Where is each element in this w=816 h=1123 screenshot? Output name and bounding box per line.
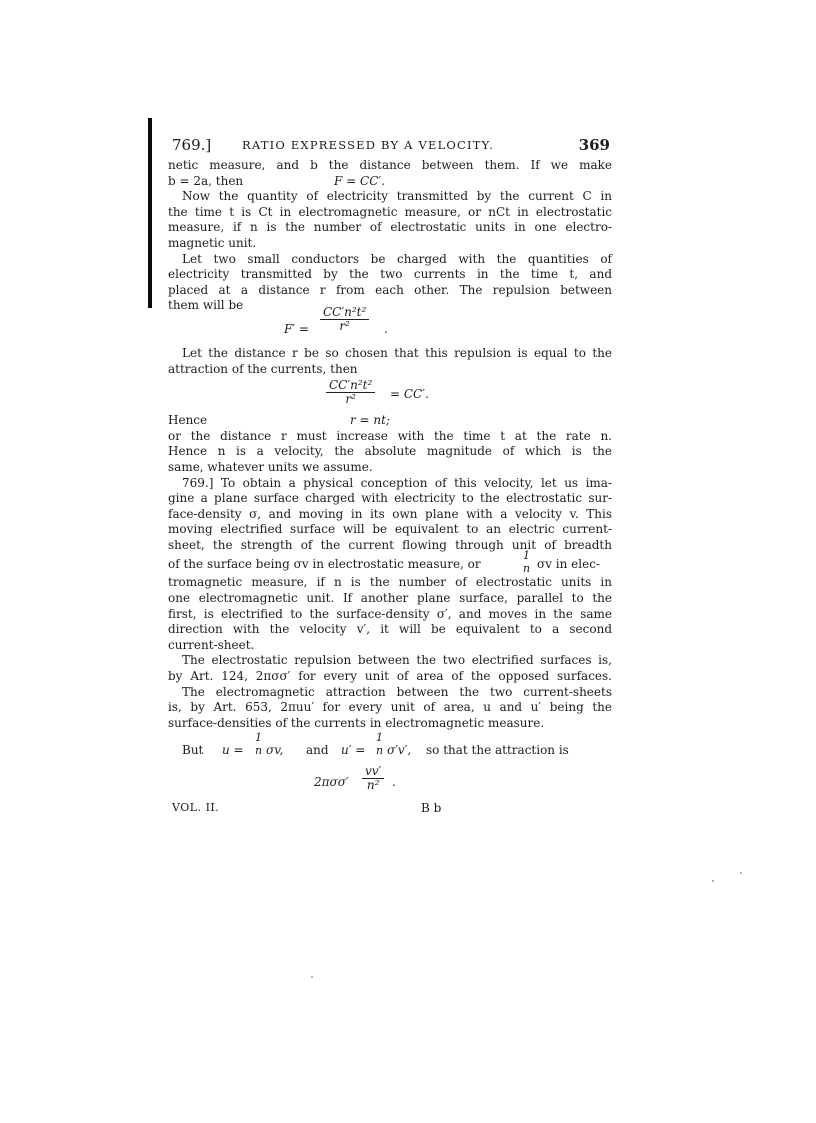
text-line: The electromagnetic attraction between the two current-sheets [182,684,612,699]
text-line: attraction of the currents, then [168,361,358,376]
text-line: face-density σ, and moving in its own plane with a velocity v. This [168,506,612,521]
text-fragment: . [392,775,396,790]
text-line: one electromagnetic unit. If another plane surface, parallel to the [168,591,612,606]
scan-speck [740,872,742,874]
text-line [168,174,612,190]
text-fragment: σ′v′, [387,743,412,758]
text-line: same, whatever units we assume. [168,459,373,474]
text-line [168,413,612,429]
fraction-numerator: vv′ [362,765,384,779]
text-fragment: of the surface being σv in electrostatic measure, or [168,557,481,572]
equation-repulsion: F′ = $\frac{\text{CC′n²t²}}{\text{r²}}$ . [284,304,388,336]
text-fragment: b = 2a, then [168,173,244,188]
running-header [168,136,612,158]
text-line: electricity transmitted by the two currents in the time t, and [168,267,612,282]
text-line: magnetic unit. [168,235,257,250]
fraction [362,765,384,792]
formula-inline: F = CC′. [334,173,385,188]
text-line: them will be [168,298,244,313]
page-footer [168,801,612,819]
equation-rhs: = CC′. [390,387,429,402]
text-fragment: u = [222,743,244,758]
text-line: The electrostatic repulsion between the two electrified surfaces is, [182,653,612,668]
fraction-denominator: r² [345,392,356,407]
page-number: 369 [578,136,610,154]
text-line: moving electrified surface will be equivalent to an electric current- [168,522,612,537]
fraction-denominator: n [522,562,531,576]
text-line: first, is electrified to the surface-density σ′, and moves in the same [168,606,612,621]
text-fragment: Hence [168,413,208,428]
fraction-denominator: n [375,744,384,758]
fraction-denominator: n [254,744,263,758]
equation-lhs: 2πσσ′ [314,775,349,790]
fraction-denominator: r² [339,318,350,333]
text-line: the time t is Ct in electromagnetic measure, or nCt in electrostatic [168,204,612,219]
article-number: 769.] [172,136,212,154]
text-line: 769.] To obtain a physical conception of this velocity, let us ima- [182,475,612,490]
text-line: placed at a distance r from each other. The repulsion between [168,282,612,297]
equation-lhs: F′ = [284,321,309,336]
text-line: Hence n is a velocity, the absolute magnitude of which is the [168,444,612,459]
text-line: gine a plane surface charged with electricity to the electrostatic sur- [168,491,612,506]
fraction-numerator: CC′n²t² [326,379,375,393]
text-line [168,549,612,576]
text-fragment: σv, [266,743,284,758]
fraction-numerator: 1 [376,731,383,745]
scan-edge-bar [148,118,152,308]
fraction [320,306,369,333]
text-line: surface-densities of the currents in electromagnetic measure. [168,715,545,730]
text-fragment: σv in elec- [537,557,600,572]
volume-label: VOL. II. [172,801,220,815]
equation-attraction [168,763,612,797]
text-line: Now the quantity of electricity transmitted by the current C in [182,189,612,204]
text-fragment: so that the attraction is [426,743,569,758]
text-line: by Art. 124, 2πσσ′ for every unit of area of the opposed surfaces. [168,669,612,684]
text-line: sheet, the strength of the current flowing through unit of breadth [168,537,612,552]
page-title: RATIO EXPRESSED BY A VELOCITY. [242,138,494,152]
text-line: direction with the velocity v′, it will be equivalent to a second [168,622,612,637]
fraction [326,379,375,406]
equation-line-but [168,731,612,763]
fraction [520,549,533,575]
fraction-numerator: CC′n²t² [320,306,369,320]
text-line: netic measure, and b the distance between them. If we make [168,158,612,172]
text-line: Let the distance r be so chosen that this repulsion is equal to the [182,345,612,360]
scan-speck [712,880,714,882]
formula-inline: r = nt; [350,413,391,428]
text-line: or the distance r must increase with the time t at the rate n. [168,428,612,443]
fraction-numerator: 1 [523,549,530,563]
text-line: tromagnetic measure, if n is the number of electrostatic units in [168,575,612,590]
text-fragment: u′ = [341,743,366,758]
fraction [252,731,265,757]
text-fragment: But [182,743,204,758]
fraction-numerator: 1 [255,731,262,745]
text-line: measure, if n is the number of electrostatic units in one electro- [168,220,612,235]
fraction [373,731,386,757]
text-line: Let two small conductors be charged with the quantities of [182,251,612,266]
scan-speck [311,976,313,978]
book-page [168,136,612,819]
text-line: current-sheet. [168,637,255,652]
text-line: is, by Art. 653, 2πuu′ for every unit of area, u and u′ being the [168,700,612,715]
equation-equality [168,377,612,413]
fraction-denominator: n² [366,778,380,793]
text-fragment: and [306,743,329,758]
signature-mark: B b [421,801,442,816]
